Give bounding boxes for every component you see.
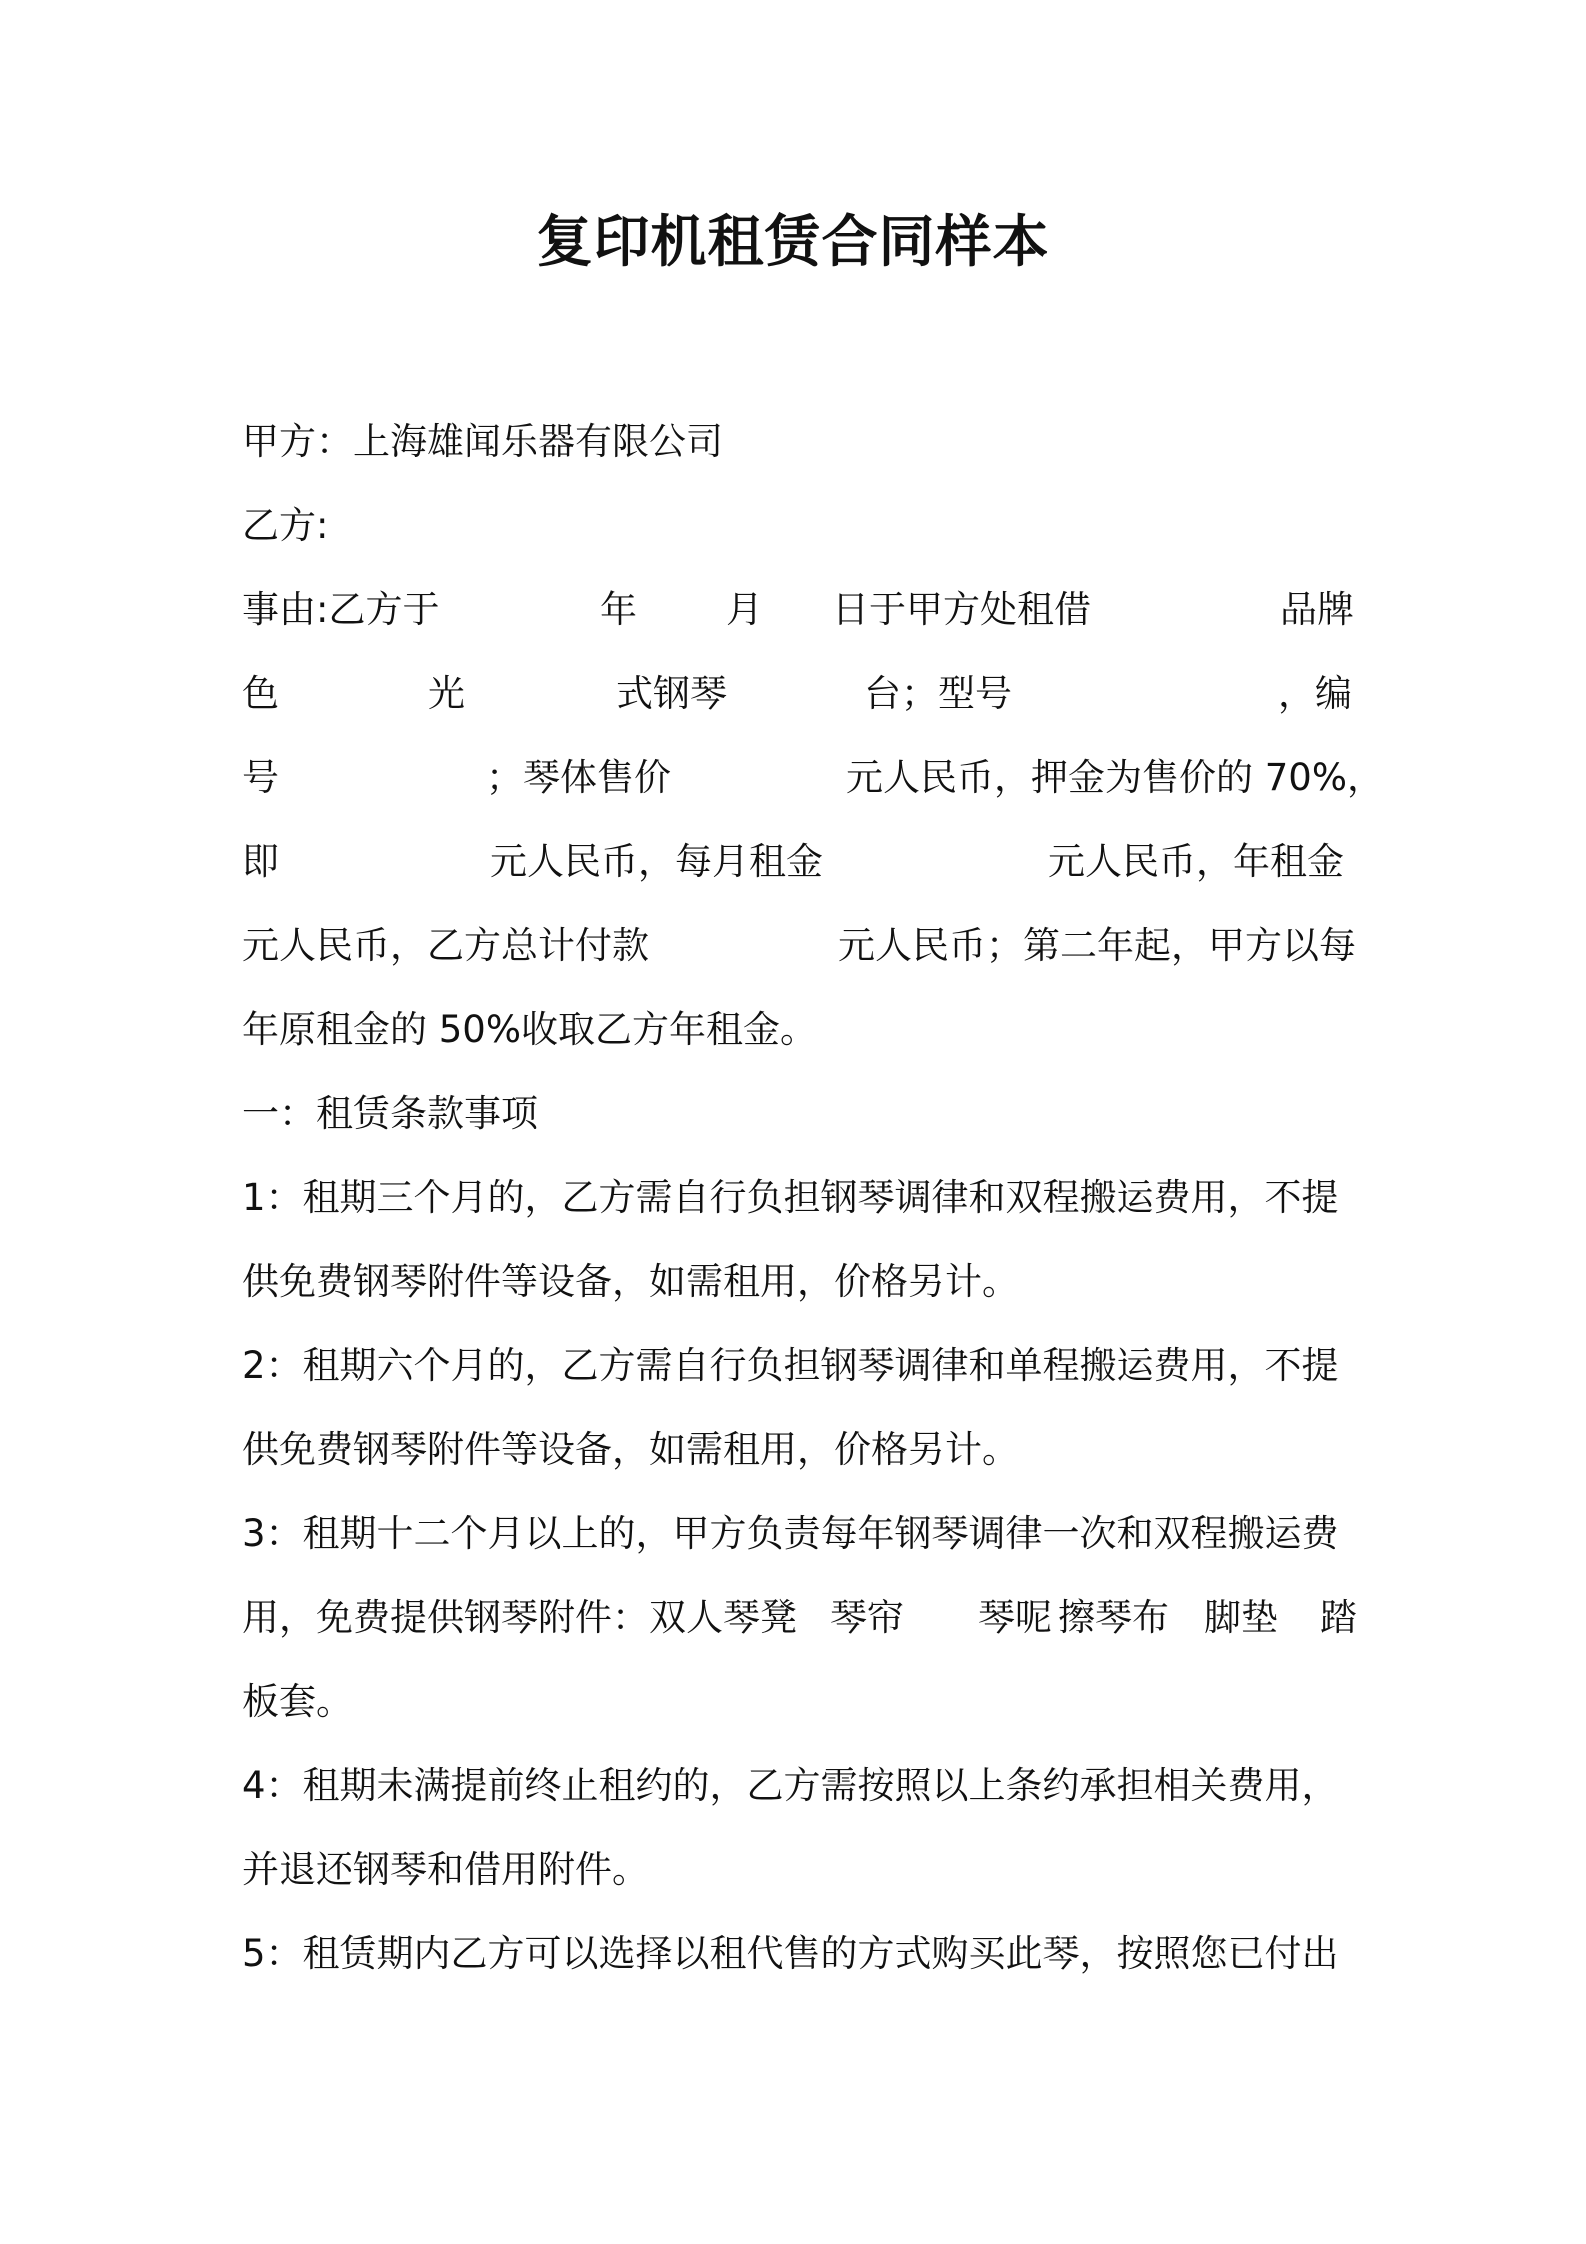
reason-line-2 [242,652,1358,736]
clause-3-line-3: 板套。 [242,1680,353,1723]
clause-1-line-2: 供免费钢琴附件等设备，如需租用，价格另计。 [242,1260,1019,1303]
clause-5-line-1: 5：租赁期内乙方可以选择以租代售的方式购买此琴，按照您已付出 [242,1932,1339,1975]
deposit-text: 元人民币，押金为售价的 70%， [846,756,1384,799]
reason-text: 事由:乙方于 [242,588,440,631]
clause-3-line-1: 3：租期十二个月以上的，甲方负责每年钢琴调律一次和双程搬运费 [242,1512,1339,1555]
month-label: 月 [726,588,763,631]
monthly-rent-text: 元人民币，每月租金 [490,840,823,883]
price-label: ；琴体售价 [486,756,671,799]
clause-4-line-1: 4：租期未满提前终止租约的，乙方需按照以上条约承担相关费用， [242,1764,1339,1807]
section-heading: 一：租赁条款事项 [242,1092,538,1135]
party-b-line: 乙方: [242,504,329,547]
total-payment-text: 元人民币，乙方总计付款 [242,924,649,967]
annual-rent-text: 元人民币，年租金 [1048,840,1344,883]
document-body [242,400,1384,1996]
document-title: 复印机租赁合同样本 [536,210,1050,275]
piano-style-label: 式钢琴 [616,672,727,715]
unit-model-label: 台；型号 [864,672,1012,715]
reason-line-6: 年原租金的 50%收取乙方年租金。 [242,1008,817,1051]
cloth-item: 琴呢 [978,1596,1052,1639]
serial-label-end: 号 [242,756,279,799]
day-text: 日于甲方处租借 [832,588,1091,631]
clause-2-line-1: 2：租期六个月的，乙方需自行负担钢琴调律和单程搬运费用，不提 [242,1344,1339,1387]
reason-line-1 [242,568,1358,652]
year-label: 年 [600,588,637,631]
color-label: 色 [242,672,279,715]
pedal-item-start: 踏 [1320,1596,1357,1639]
serial-label-start: ，编 [1278,672,1352,715]
reason-line-3 [242,736,1384,820]
reason-line-5 [242,904,1358,988]
wipe-cloth-item: 擦琴布 [1058,1596,1169,1639]
namely-label: 即 [242,840,279,883]
accessories-text: 用，免费提供钢琴附件：双人琴凳 [242,1596,797,1639]
curtain-item: 琴帘 [830,1596,904,1639]
brand-label: 品牌 [1280,588,1354,631]
clause-4-line-2: 并退还钢琴和借用附件。 [242,1848,649,1891]
foot-pad-item: 脚垫 [1204,1596,1278,1639]
party-a-line: 甲方：上海雄闻乐器有限公司 [242,420,723,463]
gloss-label: 光 [428,672,465,715]
clause-1-line-1: 1：租期三个月的，乙方需自行负担钢琴调律和双程搬运费用，不提 [242,1176,1339,1219]
reason-line-4 [242,820,1358,904]
clause-2-line-2: 供免费钢琴附件等设备，如需租用，价格另计。 [242,1428,1019,1471]
second-year-text: 元人民币；第二年起，甲方以每 [838,924,1356,967]
clause-3-line-2 [242,1576,1358,1660]
